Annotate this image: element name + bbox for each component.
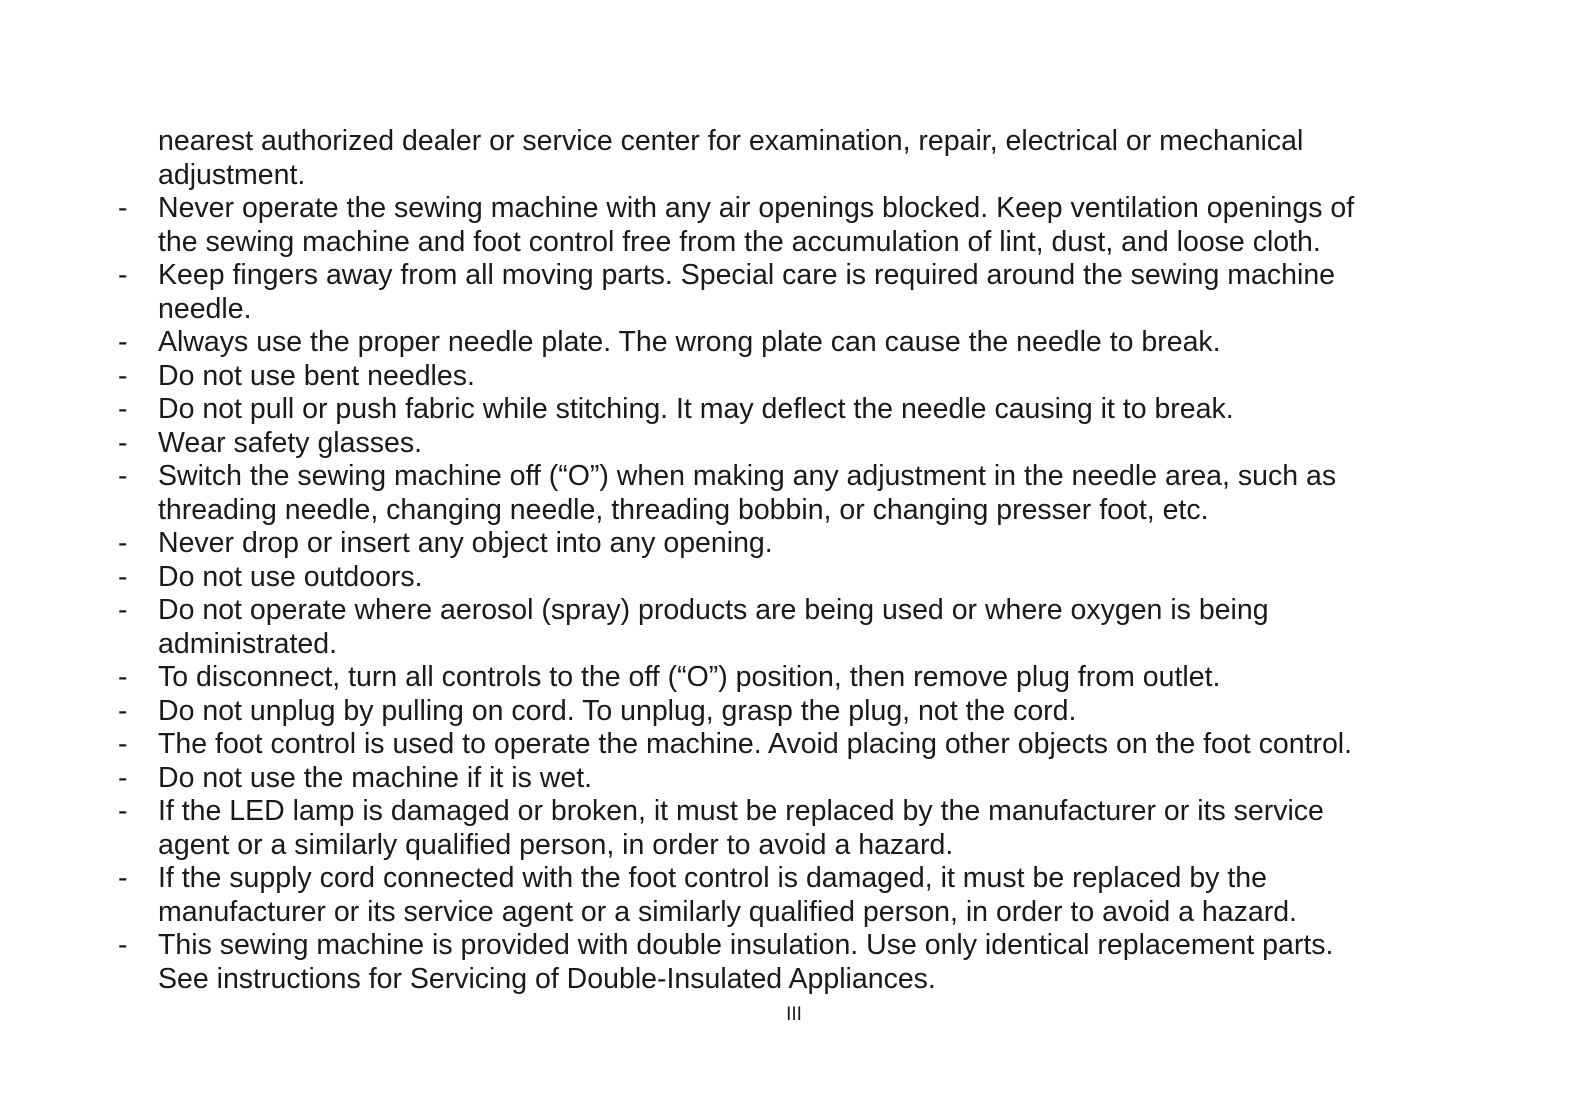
list-item: [118, 762, 1458, 796]
bullet-marker: -: [118, 862, 128, 894]
list-item: [118, 695, 1458, 729]
bullet-marker: -: [118, 192, 128, 224]
safety-list: [118, 192, 1458, 996]
list-item: [118, 929, 1458, 996]
list-item: [118, 795, 1458, 862]
list-item: [118, 259, 1458, 326]
continued-paragraph: nearest authorized dealer or service center for examination, repair, electrical or mechanical adjustment.: [158, 125, 1304, 191]
safety-instructions: [118, 125, 1458, 996]
list-item: [118, 326, 1458, 360]
list-item: [118, 561, 1458, 595]
bullet-marker: -: [118, 259, 128, 291]
list-item-text: Do not pull or push fabric while stitching. It may deflect the needle causing it to break.: [158, 393, 1234, 425]
list-item: [118, 661, 1458, 695]
list-item-text: The foot control is used to operate the machine. Avoid placing other objects on the foot control.: [158, 728, 1353, 760]
list-item: [118, 862, 1458, 929]
list-item-text: Never operate the sewing machine with any air openings blocked. Keep ventilation openings of the sewing machine and foot control free from the accumulation of lint, dust, and loose cloth.: [158, 192, 1355, 258]
page-number: III: [786, 1004, 802, 1025]
list-item-text: Keep fingers away from all moving parts. Special care is required around the sewing machine needle.: [158, 259, 1336, 325]
bullet-marker: -: [118, 795, 128, 827]
list-item-text: Do not use outdoors.: [158, 560, 423, 593]
bullet-marker: -: [118, 560, 128, 593]
bullet-marker: -: [118, 326, 128, 358]
list-item-text: If the LED lamp is damaged or broken, it must be replaced by the manufacturer or its service agent or a similarly qualified person, in order to avoid a hazard.: [158, 795, 1324, 861]
list-item-text: This sewing machine is provided with double insulation. Use only identical replacement parts. See instructions for Servicing of Double-Insulated Appliances.: [158, 929, 1334, 995]
bullet-marker: -: [118, 694, 128, 727]
bullet-marker: -: [118, 728, 128, 760]
list-item-text: If the supply cord connected with the foot control is damaged, it must be replaced by the manufacturer or its service agent or a similarly qualified person, in order to avoid a hazard.: [158, 862, 1297, 928]
list-item-text: To disconnect, turn all controls to the off (“O”) position, then remove plug from outlet.: [158, 661, 1221, 693]
list-item: [118, 728, 1458, 762]
list-item: [118, 427, 1458, 461]
bullet-marker: -: [118, 393, 128, 425]
bullet-marker: -: [118, 527, 128, 559]
list-item-text: Do not operate where aerosol (spray) products are being used or where oxygen is being administrated.: [158, 594, 1269, 660]
list-item-text: Wear safety glasses.: [158, 426, 423, 459]
list-item: [118, 527, 1458, 561]
list-item-text: Switch the sewing machine off (“O”) when making any adjustment in the needle area, such as threading needle, changing needle, threading bobbin, or changing presser foot, etc.: [158, 460, 1337, 526]
list-item: [118, 594, 1458, 661]
list-item-text: Always use the proper needle plate. The wrong plate can cause the needle to break.: [158, 326, 1221, 358]
bullet-marker: -: [118, 661, 128, 693]
list-item: [118, 192, 1458, 259]
list-item: [118, 460, 1458, 527]
list-item-text: Do not use the machine if it is wet.: [158, 761, 593, 794]
list-item: [118, 360, 1458, 394]
list-item-text: Do not unplug by pulling on cord. To unplug, grasp the plug, not the cord.: [158, 694, 1077, 727]
bullet-marker: -: [118, 460, 128, 492]
bullet-marker: -: [118, 426, 128, 459]
list-item-text: Do not use bent needles.: [158, 359, 475, 392]
list-item: [118, 393, 1458, 427]
bullet-marker: -: [118, 359, 128, 392]
bullet-marker: -: [118, 594, 128, 626]
bullet-marker: -: [118, 929, 128, 961]
bullet-marker: -: [118, 761, 128, 794]
list-item-text: Never drop or insert any object into any opening.: [158, 527, 773, 559]
